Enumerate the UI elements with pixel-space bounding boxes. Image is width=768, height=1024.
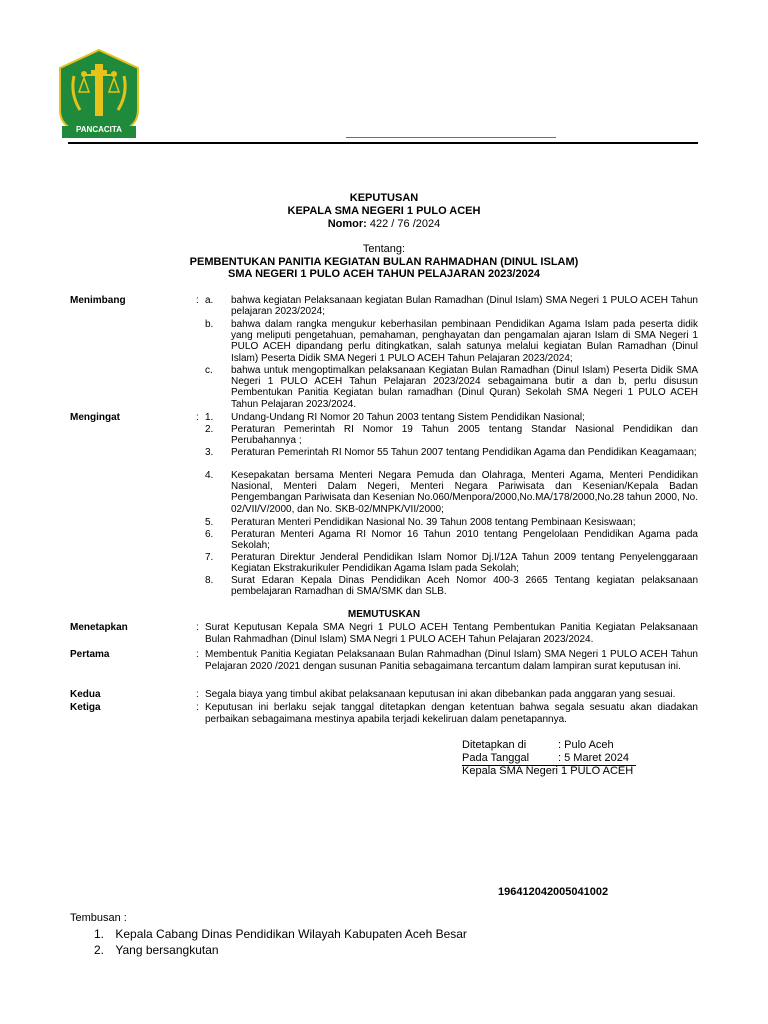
pertama-colon: :: [196, 649, 199, 660]
logo-text: PANCACITA: [76, 125, 122, 134]
header-blue-line: [346, 137, 556, 138]
ketiga-colon: :: [196, 702, 199, 713]
mengingat-5-text: Peraturan Menteri Pendidikan Nasional No. 39 Tahun 2008 tentang Pembinaan Kesiswaan;: [231, 517, 636, 528]
menimbang-colon: :: [196, 295, 199, 306]
kedua-label: Kedua: [70, 689, 101, 700]
tembusan-num: 2.: [94, 943, 105, 957]
kedua-colon: :: [196, 689, 199, 700]
menimbang-b-text: bahwa dalam rangka mengukur keberhasilan pembinaan Pendidikan Agama Islam pada peserta didik yang meliputi pengetahuan, pemahaman, penghayatan dan pengamalan ajaran Islam di SMA Negeri 1 PULO ACEH dipandang perlu ditingkatkan, salah satunya melalui kegiatan Bulan Ramadhan (Dinul Islam) Peserta Didik SMA Negeri 1 PULO ACEH Tahun Pelajaran 2023/2024;: [231, 319, 698, 364]
nip: 196412042005041002: [498, 886, 609, 898]
menetapkan-label: Menetapkan: [70, 622, 128, 633]
mengingat-5-num: 5.: [205, 517, 214, 528]
doc-number: [0, 218, 768, 230]
mengingat-colon: :: [196, 412, 199, 423]
pertama-text: Membentuk Panitia Kegiatan Pelaksanaan Bulan Rahmadhan (Dinul Islam) SMA Negeri 1 PULO ACEH Tahun Pelajaran 2020 /2021 dengan susunan Panitia sebagaimana tercantum dalam lampiran surat keputusan ini.: [205, 649, 698, 672]
mengingat-1-text: Undang-Undang RI Nomor 20 Tahun 2003 tentang Sistem Pendidikan Nasional;: [231, 412, 585, 423]
doc-number-value: 422 / 76 /2024: [366, 218, 441, 230]
mengingat-4-num: 4.: [205, 470, 214, 481]
mengingat-label: Mengingat: [70, 412, 120, 423]
mengingat-2-num: 2.: [205, 424, 214, 435]
doc-issuer: KEPALA SMA NEGERI 1 PULO ACEH: [287, 205, 481, 217]
tembusan-item-2: [94, 942, 219, 958]
mengingat-4-text: Kesepakatan bersama Menteri Negara Pemuda dan Olahraga, Menteri Agama, Menteri Pendidikan Nasional, Menteri Dalam Negeri, Menteri Negara Pariwisata dan Kesenian/Kepala Badan Pengembangan Pariwisata dan Kesenian No.060/Menpora/2000,No.MA/178/2000,No.28 tahun 2000, No. 02/VII/V/2000, dan No. SKB-02/MNPK/VII/2000;: [231, 470, 698, 515]
ketiga-label: Ketiga: [70, 702, 101, 713]
doc-subject-2: SMA NEGERI 1 PULO ACEH TAHUN PELAJARAN 2023/2024: [228, 268, 540, 280]
menetapkan-text: Surat Keputusan Kepala SMA Negri 1 PULO ACEH Tentang Pembentukan Panitia Kegiatan Pelaksanaan Bulan Rahmadhan (Dinul Islam) SMA Negri 1 PULO ACEH Tahun Pelajaran 2023/2024.: [205, 622, 698, 645]
mengingat-3-text: Peraturan Pemerintah RI Nomor 55 Tahun 2007 tentang Pendidikan Agama dan Pendidikan Keagamaan;: [231, 447, 697, 458]
tembusan-text: Yang bersangkutan: [115, 943, 219, 957]
ditetapkan-label: Ditetapkan di: [462, 739, 527, 751]
header-divider: [68, 142, 698, 144]
menetapkan-colon: :: [196, 622, 199, 633]
ketiga-text: Keputusan ini berlaku sejak tanggal ditetapkan dengan ketentuan bahwa segala sesuatu akan diadakan perbaikan sebagaimana mestinya apabila terjadi kekeliruan dalam penetapannya.: [205, 702, 698, 725]
jabatan: Kepala SMA Negeri 1 PULO ACEH: [462, 765, 634, 777]
pertama-label: Pertama: [70, 649, 110, 660]
menimbang-a-num: a.: [205, 295, 214, 306]
menimbang-c-num: c.: [205, 365, 213, 376]
mengingat-7-num: 7.: [205, 552, 214, 563]
tembusan-label: Tembusan :: [70, 912, 127, 924]
mengingat-2-text: Peraturan Pemerintah RI Nomor 19 Tahun 2005 tentang Standar Nasional Pendidikan dan Perubahannya ;: [231, 424, 698, 447]
tanggal-value: : 5 Maret 2024: [558, 752, 629, 764]
menimbang-b-num: b.: [205, 319, 214, 330]
mengingat-8-text: Surat Edaran Kepala Dinas Pendidikan Aceh Nomor 400-3 2665 Tentang kegiatan pelaksanaan pembelajaran Ramadhan di SMA/SMK dan SLB.: [231, 575, 698, 598]
tembusan-item-1: [94, 926, 467, 942]
ditetapkan-value: : Pulo Aceh: [558, 739, 614, 751]
doc-title: KEPUTUSAN: [349, 192, 419, 204]
menimbang-label: Menimbang: [70, 295, 126, 306]
mengingat-6-num: 6.: [205, 529, 214, 540]
kedua-text: Segala biaya yang timbul akibat pelaksanaan keputusan ini akan dibebankan pada anggaran yang sesuai.: [205, 689, 676, 700]
mengingat-7-text: Peraturan Direktur Jenderal Pendidikan Islam Nomor Dj.I/12A Tahun 2009 tentang Penyelenggaraan Kegiatan Ekstrakurikuler Pendidikan Agama Islam pada Sekolah;: [231, 552, 698, 575]
mengingat-1-num: 1.: [205, 412, 214, 423]
doc-tentang: Tentang:: [362, 243, 406, 255]
tanggal-row: [462, 752, 636, 766]
tembusan-num: 1.: [94, 927, 105, 941]
memutuskan-heading: MEMUTUSKAN: [347, 609, 421, 620]
mengingat-6-text: Peraturan Menteri Agama RI Nomor 16 Tahun 2010 tentang Pengelolaan Pendidikan Agama pada Sekolah;: [231, 529, 698, 552]
doc-subject-1: PEMBENTUKAN PANITIA KEGIATAN BULAN RAHMADHAN (DINUL ISLAM): [189, 256, 579, 268]
tembusan-text: Kepala Cabang Dinas Pendidikan Wilayah Kabupaten Aceh Besar: [115, 927, 467, 941]
school-logo: [58, 48, 140, 138]
menimbang-a-text: bahwa kegiatan Pelaksanaan kegiatan Bulan Ramadhan (Dinul Islam) SMA Negeri 1 PULO ACEH Tahun pelajaran 2023/2024;: [231, 295, 698, 318]
tanggal-label: Pada Tanggal: [462, 752, 530, 764]
mengingat-8-num: 8.: [205, 575, 214, 586]
mengingat-3-num: 3.: [205, 447, 214, 458]
menimbang-c-text: bahwa untuk mengoptimalkan pelaksanaan Kegiatan Bulan Ramadhan (Dinul Islam) Peserta Didik SMA Negeri 1 PULO ACEH Tahun Pelajaran 2023/2024 sebagaimana butir a dan b, perlu disusun Pembentukan Panitia Kegiatan bulan ramadhan (Dinul Quran) Sekolah SMA Negeri 1 PULO ACEH Tahun Pelajaran 2023/2024.: [231, 365, 698, 410]
doc-number-label: Nomor:: [327, 218, 367, 230]
